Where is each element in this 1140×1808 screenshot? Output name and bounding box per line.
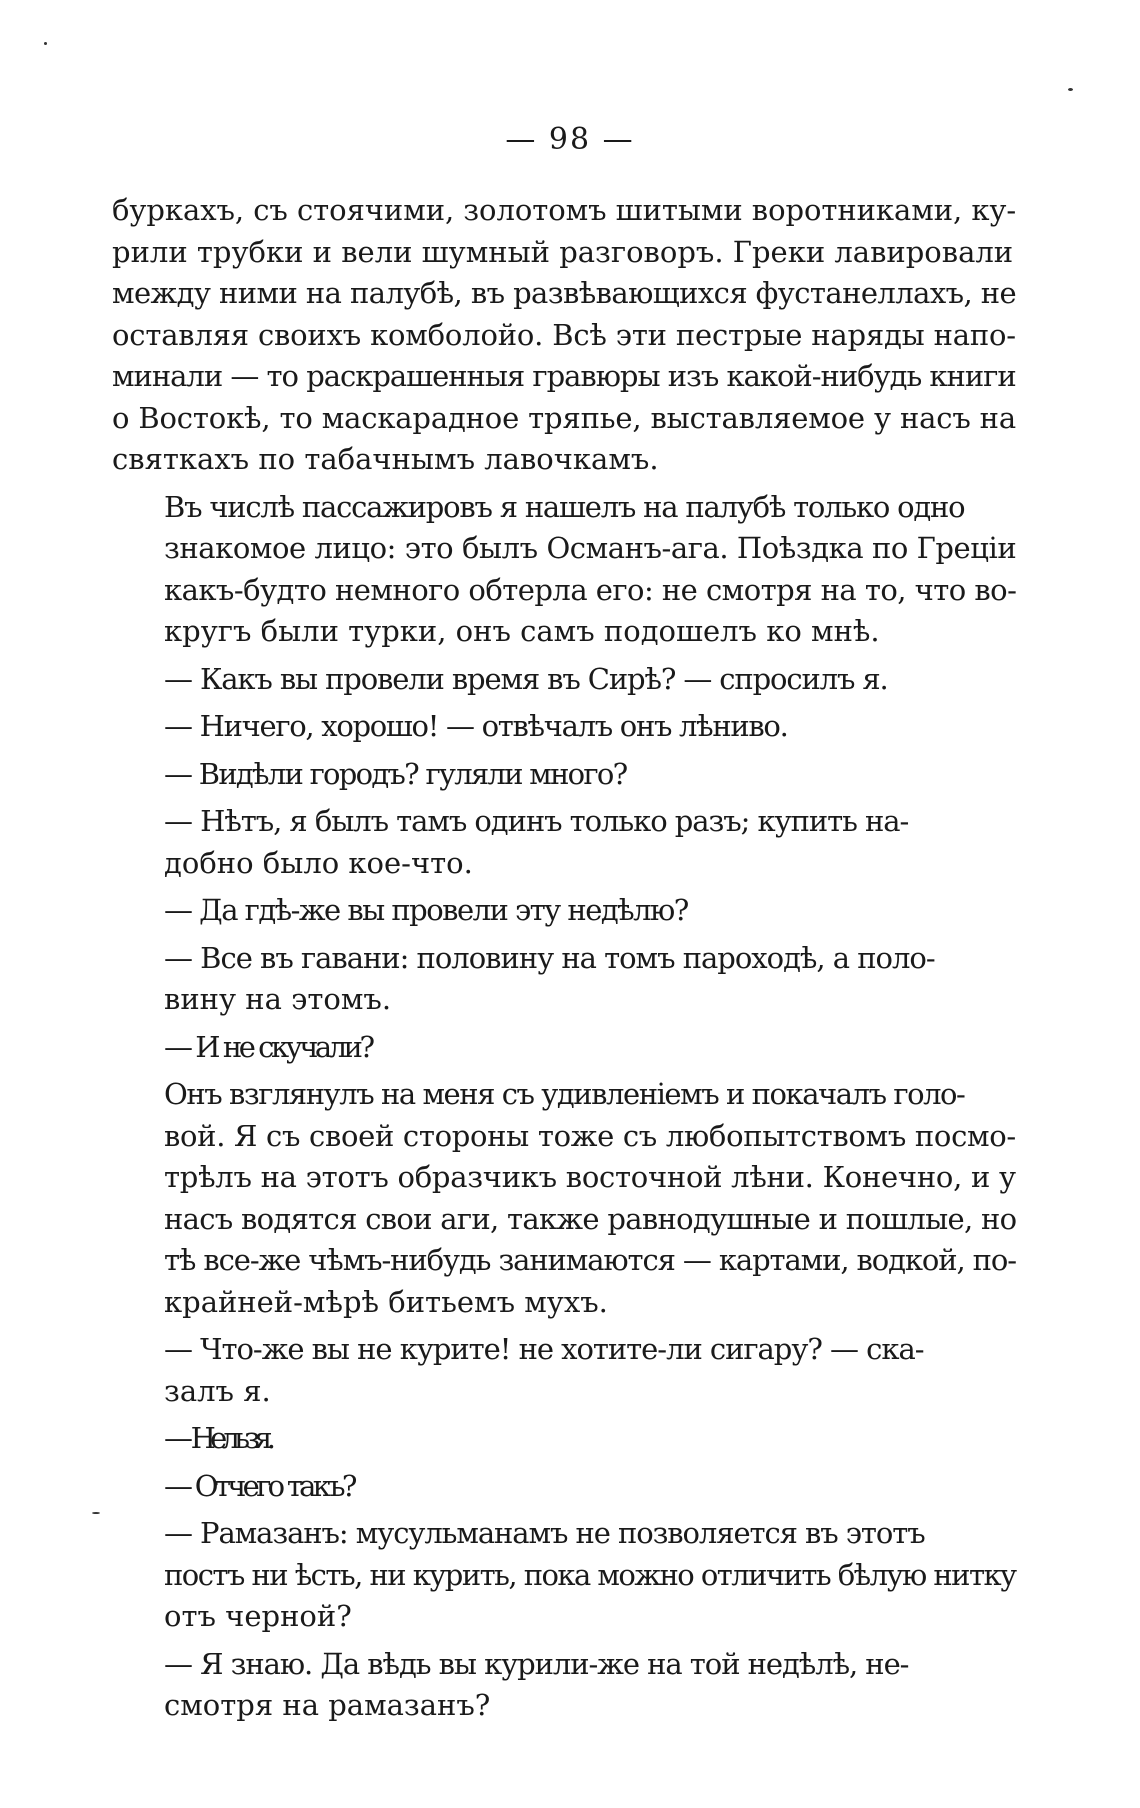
text-line: — Какъ вы провели время въ Сирѣ? — спросилъ я. [164,661,888,696]
text-line: — Видѣли городъ? гуляли много? [164,756,627,791]
text-line: смотря на рамазанъ? [164,1688,491,1722]
text-line: залъ я. [164,1373,271,1408]
page-number: — 98 — [505,122,635,157]
text-line: — Ничего, хорошо! — отвѣчалъ онъ лѣниво. [164,709,788,743]
text-line: минали — то раскрашенныя гравюры изъ какой-нибудь книги [112,359,1016,393]
paragraph [112,1466,1016,1508]
paragraph [112,1418,1016,1460]
text-line: кругъ были турки, онъ самъ подошелъ ко мнѣ. [164,614,880,648]
text-line: Онъ взглянулъ на меня съ удивленіемъ и покачалъ голо- [164,1077,965,1111]
text-line: тѣ все-же чѣмъ-нибудь занимаются — картами, водкой, по- [164,1243,1016,1277]
text-line: какъ-будто немного обтерла его: не смотря на то, что во- [164,572,1017,607]
text-line: трѣлъ на этотъ образчикъ восточной лѣни. Конечно, и у [164,1160,1016,1194]
text-line: о Востокѣ, то маскарадное тряпье, выставляемое у насъ на [112,400,1016,435]
text-line: между ними на палубѣ, въ развѣвающихся фустанеллахъ, не [112,276,1017,310]
text-line: отъ черной? [164,1599,352,1633]
paragraph [112,1644,1016,1727]
text-line: — Я знаю. Да вѣдь вы курили-же на той недѣлѣ, не- [164,1646,909,1681]
print-speck [44,42,47,45]
body-text [112,190,1016,1733]
text-line: постъ ни ѣсть, ни курить, пока можно отличить бѣлую нитку [164,1557,1016,1592]
paragraph [112,890,1016,932]
paragraph [112,487,1016,653]
paragraph [112,1027,1016,1069]
paragraph [112,1513,1016,1638]
paragraph [112,1329,1016,1412]
text-line: крайней-мѣрѣ битьемъ мухъ. [164,1284,608,1319]
text-line: оставляя своихъ комболойо. Всѣ эти пестрые наряды напо- [112,317,1016,352]
text-line: — Все въ гавани: половину на томъ пароходѣ, а поло- [164,940,935,975]
paragraph [112,190,1016,481]
text-line: вину на этомъ. [164,982,392,1016]
paragraph [112,1074,1016,1323]
text-line: — Рамазанъ: мусульманамъ не позволяется въ этотъ [164,1516,925,1550]
text-line: святкахъ по табачнымъ лавочкамъ. [112,442,659,476]
text-line: вой. Я съ своей стороны тоже съ любопытствомъ посмо- [164,1118,1016,1153]
text-line: — Нельзя. [164,1421,271,1455]
text-line: буркахъ, съ стоячими, золотомъ шитыми воротниками, ку- [112,193,1017,227]
paragraph [112,706,1016,748]
text-line: — Да гдѣ-же вы провели эту недѣлю? [164,893,688,927]
text-line: — Нѣтъ, я былъ тамъ одинъ только разъ; купить на- [164,804,909,838]
paragraph [112,659,1016,701]
print-speck [92,1512,100,1514]
print-speck [1068,88,1073,91]
text-line: Въ числѣ пассажировъ я нашелъ на палубѣ только одно [164,489,965,524]
paragraph [112,754,1016,796]
text-line: — И не скучали? [164,1029,372,1064]
text-line: рили трубки и вели шумный разговоръ. Греки лавировали [112,234,1014,269]
text-line: — Что-же вы не курите! не хотите-ли сигару? — ска- [164,1332,924,1366]
paragraph [112,801,1016,884]
text-line: добно было кое-что. [164,845,473,880]
text-line: насъ водятся свои аги, также равнодушные и пошлые, но [164,1201,1017,1236]
text-line: знакомое лицо: это былъ Османъ-ага. Поѣздка по Греціи [164,531,1017,565]
text-line: — Отчего такъ? [164,1468,354,1503]
paragraph [112,938,1016,1021]
